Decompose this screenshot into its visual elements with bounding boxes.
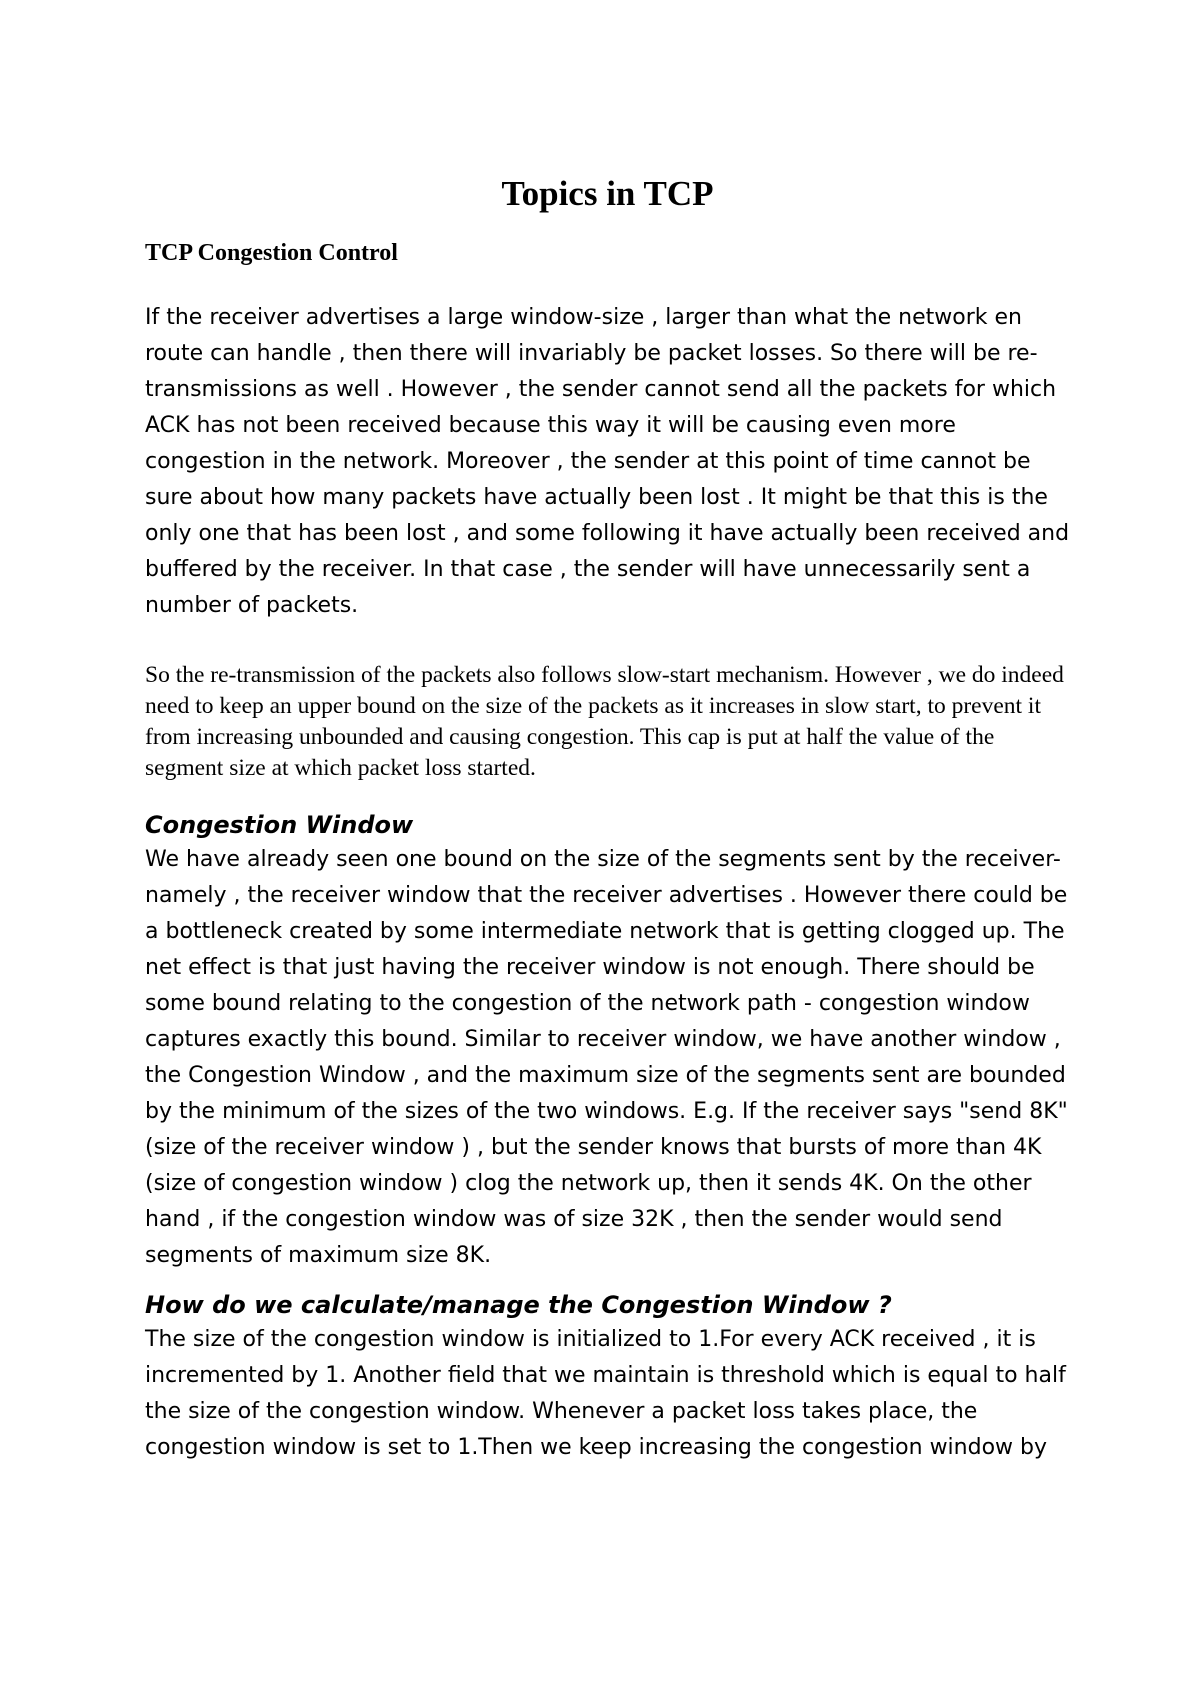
heading-calculate-window: How do we calculate/manage the Congestion Window ? — [145, 1291, 892, 1319]
paragraph-packet-loss: If the receiver advertises a large window-size , larger than what the network en route can handle , then there will invariably be packet losses. So there will be re-transmissions as well . However , the sender cannot send all the packets for which ACK has not been received because this way it will be causing even more congestion in the network. Moreover , the sender at this point of time cannot be sure about how many packets have actually been lost . It might be that this is the only one that has been lost , and some following it have actually been received and buffered by the receiver. In that case , the sender will have unnecessarily sent a number of packets. — [145, 305, 1070, 618]
document-body — [145, 172, 1070, 1466]
section-heading: TCP Congestion Control — [145, 240, 398, 266]
heading-congestion-window: Congestion Window — [145, 811, 414, 839]
paragraph-retransmission: So the re-transmission of the packets also follows slow-start mechanism. However , we do indeed need to keep an upper bound on the size of the packets as it increases in slow start, to prevent it from increasing unbounded and causing congestion. This cap is put at half the value of the segment size at which packet loss started. — [145, 662, 1064, 781]
paragraph-calculate-window: The size of the congestion window is initialized to 1.For every ACK received , it is incremented by 1. Another field that we maintain is threshold which is equal to half the size of the congestion window. Whenever a packet loss takes place, the congestion window is set to 1.Then we keep increasing the congestion window by — [145, 1327, 1066, 1460]
document-title: Topics in TCP — [501, 174, 714, 213]
paragraph-congestion-window: We have already seen one bound on the size of the segments sent by the receiver- namely , the receiver window that the receiver advertises . However there could be a bottleneck created by some intermediate network that is getting clogged up. The net effect is that just having the receiver window is not enough. There should be some bound relating to the congestion of the network path - congestion window captures exactly this bound. Similar to receiver window, we have another window , the Congestion Window , and the maximum size of the segments sent are bounded by the minimum of the sizes of the two windows. E.g. If the receiver says "send 8K" (size of the receiver window ) , but the sender knows that bursts of more than 4K (size of congestion window ) clog the network up, then it sends 4K. On the other hand , if the congestion window was of size 32K , then the sender would send segments of maximum size 8K. — [145, 847, 1068, 1268]
